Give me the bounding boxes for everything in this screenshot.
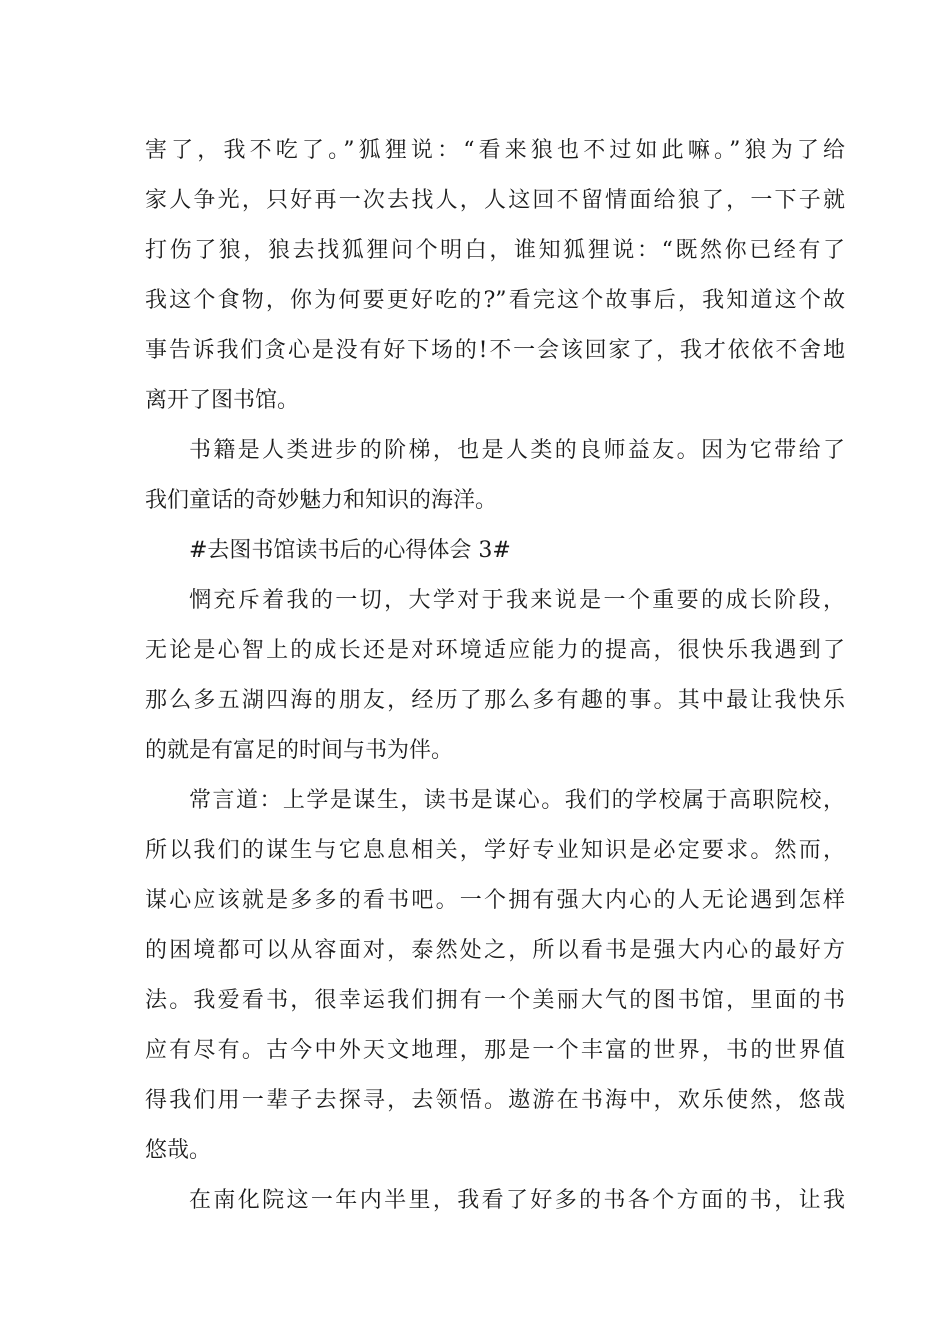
- text-line: 我们童话的奇妙魅力和知识的海洋。: [145, 488, 498, 513]
- text-line: 悠哉。: [145, 1138, 212, 1163]
- heading-text: #去图书馆读书后的心得体会 3#: [189, 538, 511, 563]
- text-line: 的就是有富足的时间与书为伴。: [145, 738, 454, 763]
- text-line: 常言道：上学是谋生，读书是谋心。我们的学校属于高职院校，: [189, 788, 845, 813]
- text-line: 事告诉我们贪心是没有好下场的!不一会该回家了，我才依依不舍地: [145, 338, 845, 363]
- text-line: 在南化院这一年内半里，我看了好多的书各个方面的书，让我: [189, 1188, 845, 1213]
- text-line: 离开了图书馆。: [145, 388, 300, 413]
- text-line: 无论是心智上的成长还是对环境适应能力的提高，很快乐我遇到了: [145, 638, 845, 663]
- text-line: 打伤了狼，狼去找狐狸问个明白，谁知狐狸说：“既然你已经有了: [145, 238, 845, 263]
- text-line: 书籍是人类进步的阶梯，也是人类的良师益友。因为它带给了: [189, 438, 845, 463]
- text-line: 家人争光，只好再一次去找人，人这回不留情面给狼了，一下子就: [145, 188, 845, 213]
- text-line: 所以我们的谋生与它息息相关，学好专业知识是必定要求。然而，: [145, 838, 845, 863]
- text-line: 谋心应该就是多多的看书吧。一个拥有强大内心的人无论遇到怎样: [145, 888, 845, 913]
- document-body: [145, 126, 845, 1226]
- text-line: 害了，我不吃了。”狐狸说：“看来狼也不过如此嘛。”狼为了给: [145, 138, 845, 163]
- text-line: 应有尽有。古今中外天文地理，那是一个丰富的世界，书的世界值: [145, 1038, 845, 1063]
- text-line: 我这个食物，你为何要更好吃的?”看完这个故事后，我知道这个故: [145, 288, 845, 313]
- text-line: 那么多五湖四海的朋友，经历了那么多有趣的事。其中最让我快乐: [145, 688, 845, 713]
- text-line: 得我们用一辈子去探寻，去领悟。遨游在书海中，欢乐使然，悠哉: [145, 1088, 845, 1113]
- section-heading: [145, 526, 845, 576]
- paragraph-continuation: [145, 126, 845, 426]
- text-line: 的困境都可以从容面对，泰然处之，所以看书是强大内心的最好方: [145, 938, 845, 963]
- text-line: 法。我爱看书，很幸运我们拥有一个美丽大气的图书馆，里面的书: [145, 988, 845, 1013]
- paragraph: [145, 576, 845, 776]
- paragraph: [145, 776, 845, 1176]
- text-line: 惘充斥着我的一切，大学对于我来说是一个重要的成长阶段，: [189, 588, 845, 613]
- paragraph: [145, 426, 845, 526]
- paragraph: [145, 1176, 845, 1226]
